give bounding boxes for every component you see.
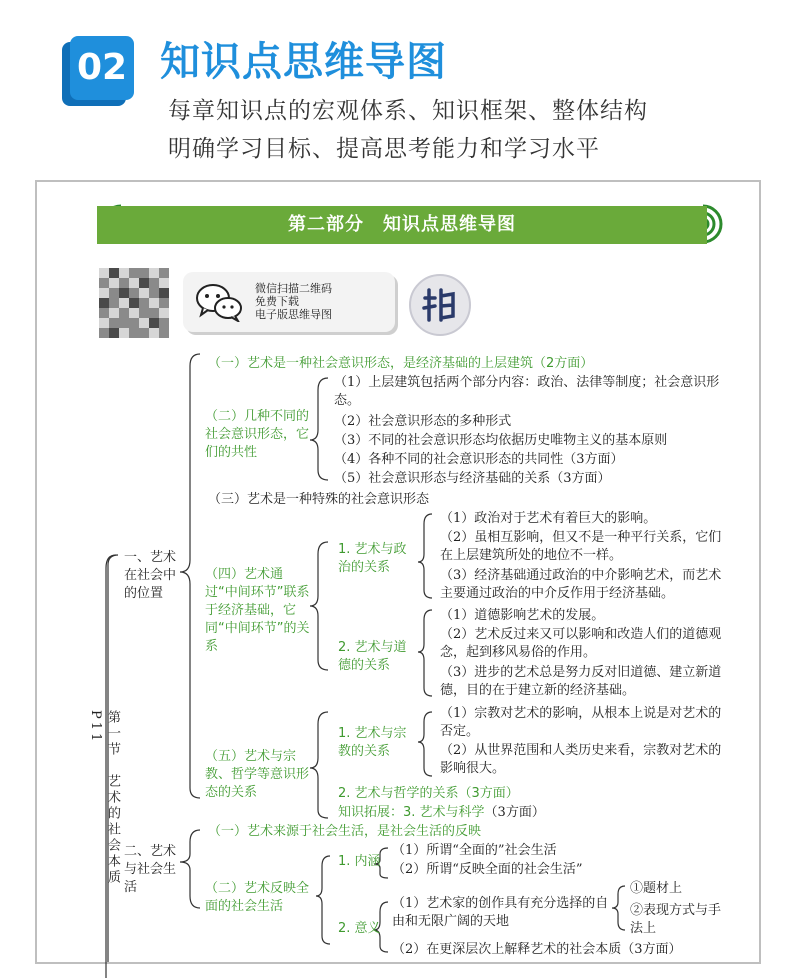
- wechat-line-3: 电子版思维导图: [255, 308, 332, 321]
- node-b2-1-item-2: （2）所谓“反映全面的社会生活”: [392, 862, 583, 877]
- node-a2-item-4: （4）各种不同的社会意识形态的共同性（3方面）: [334, 452, 624, 467]
- node-a4-1-item-3: （3）经济基础通过政治的中介影响艺术，而艺术主要通过政治的中介反作用于经济基础。: [440, 568, 722, 601]
- node-a5-1: 1. 艺术与宗教的关系: [338, 726, 407, 759]
- node-a1: （一）艺术是一种社会意识形态，是经济基础的上层建筑（2方面）: [208, 356, 594, 371]
- node-a5-1-item-2: （2）从世界范围和人类历史来看，宗教对艺术的影响很大。: [440, 743, 722, 776]
- subtitle-line-2: 明确学习目标、提高思考能力和学习水平: [168, 136, 600, 162]
- node-a4-2-item-2: （2）艺术反过来又可以影响和改造人们的道德观念，起到移风易俗的作用。: [440, 627, 722, 660]
- node-a4: （四）艺术通过“中间环节”联系于经济基础，它同“中间环节”的关系: [205, 567, 310, 654]
- node-a5-3-suffix: （3方面）: [484, 805, 545, 820]
- section-title-vertical: 第一节 艺术的社会本质P11: [88, 710, 120, 886]
- node-a2-item-2: （2）社会意识形态的多种形式: [334, 414, 512, 429]
- node-a3: （三）艺术是一种特殊的社会意识形态: [208, 492, 430, 507]
- subtitle-line-1: 每章知识点的宏观体系、知识框架、整体结构: [168, 98, 648, 124]
- node-b2-2-sub-2: ②表现方式与手法上: [630, 903, 722, 936]
- page-title: 知识点思维导图: [160, 39, 447, 85]
- node-a4-2-item-3: （3）进步的艺术总是努力反对旧道德、建立新道德，目的在于建立新的经济基础。: [440, 665, 722, 698]
- node-b2-2: 2. 意义: [338, 921, 381, 936]
- node-a5-3: [338, 804, 545, 822]
- node-a4-1: 1. 艺术与政治的关系: [338, 542, 407, 575]
- node-b: 二、艺术与社会生活: [124, 844, 177, 895]
- node-b2-2-item-1: （1）艺术家的创作具有充分选择的自由和无限广阔的天地: [392, 896, 609, 929]
- node-b2-1: 1. 内涵: [338, 854, 381, 869]
- node-a4-2: 2. 艺术与道德的关系: [338, 640, 407, 673]
- node-a2-item-3: （3）不同的社会意识形态均依据历史唯物主义的基本原则: [334, 433, 668, 448]
- node-a5-1-item-1: （1）宗教对艺术的影响，从根本上说是对艺术的否定。: [440, 706, 722, 739]
- node-b2-2-sub-1: ①题材上: [630, 881, 683, 896]
- node-a2-item-1: （1）上层建筑包括两个部分内容：政治、法律等制度；社会意识形态。: [334, 375, 720, 408]
- node-a2: （二）几种不同的社会意识形态，它们的共性: [205, 409, 310, 460]
- node-a4-1-item-2: （2）虽相互影响，但又不是一种平行关系，它们在上层建筑所处的地位不一样。: [440, 530, 722, 563]
- node-b2: （二）艺术反映全面的社会生活: [205, 881, 310, 914]
- node-b2-2-item-2: （2）在更深层次上解释艺术的社会本质（3方面）: [392, 942, 682, 957]
- node-a4-1-item-1: （1）政治对于艺术有着巨大的影响。: [440, 511, 657, 526]
- node-a4-2-item-1: （1）道德影响艺术的发展。: [440, 608, 605, 623]
- node-a2-item-5: （5）社会意识形态与经济基础的关系（3方面）: [334, 471, 611, 486]
- node-a5-2: 2. 艺术与哲学的关系（3方面）: [338, 786, 519, 801]
- section-banner: 第二部分 知识点思维导图: [97, 206, 707, 244]
- wechat-line-2: 免费下载: [255, 295, 299, 308]
- node-a: 一、艺术在社会中的位置: [124, 550, 177, 601]
- node-a5: （五）艺术与宗教、哲学等意识形态的关系: [205, 749, 310, 800]
- section-number-badge: 02: [70, 36, 134, 100]
- node-b2-1-item-1: （1）所谓“全面的”社会生活: [392, 843, 557, 858]
- wechat-line-1: 微信扫描二维码: [255, 282, 332, 295]
- node-a5-3-prefix: 知识拓展：3. 艺术与科学: [338, 805, 485, 820]
- node-b1: （一）艺术来源于社会生活，是社会生活的反映: [208, 824, 482, 839]
